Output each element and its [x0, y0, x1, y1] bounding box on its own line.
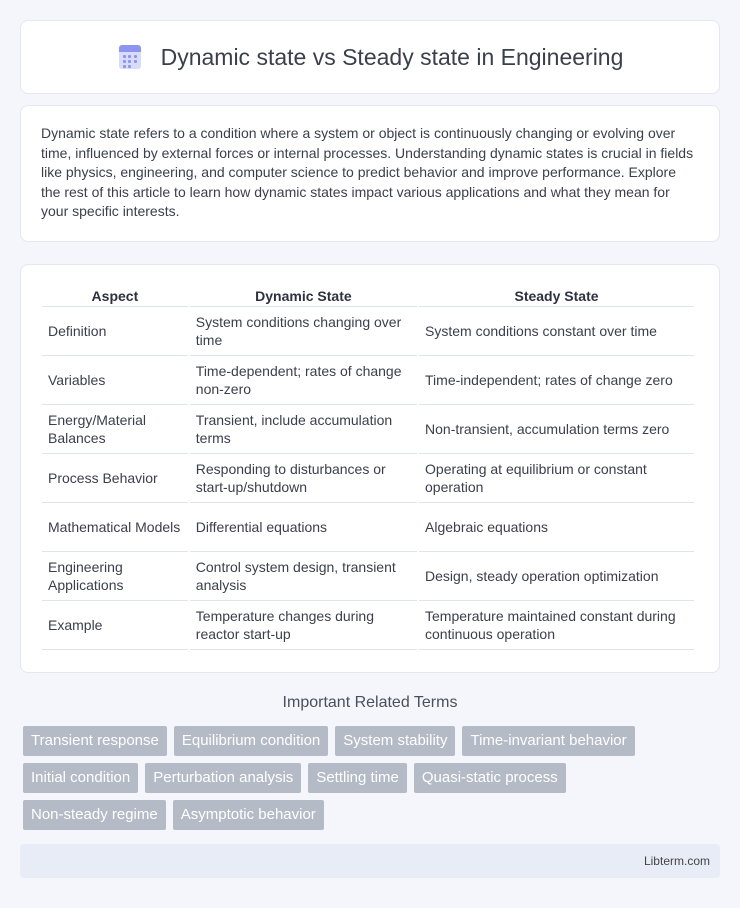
tag-non-steady-regime[interactable]: Non-steady regime: [23, 800, 166, 830]
table-cell: Design, steady operation optimization: [419, 552, 694, 601]
table-cell: Process Behavior: [42, 454, 188, 503]
comparison-table-card: [20, 264, 720, 673]
table-row: [42, 601, 694, 650]
footer: [20, 844, 720, 878]
comparison-table: [40, 285, 696, 650]
table-cell: Time-dependent; rates of change non-zero: [190, 356, 417, 405]
tag-asymptotic-behavior[interactable]: Asymptotic behavior: [173, 800, 324, 830]
page-title: Dynamic state vs Steady state in Engineering: [160, 43, 624, 70]
table-cell: Operating at equilibrium or constant operation: [419, 454, 694, 503]
tag-settling-time[interactable]: Settling time: [308, 763, 407, 793]
table-header-row: [42, 285, 694, 307]
tag-equilibrium-condition[interactable]: Equilibrium condition: [174, 726, 328, 756]
table-cell: Example: [42, 601, 188, 650]
related-terms-title: Important Related Terms: [282, 694, 458, 711]
table-cell: Temperature maintained constant during continuous operation: [419, 601, 694, 650]
table-cell: System conditions constant over time: [419, 307, 694, 356]
tag-system-stability[interactable]: System stability: [335, 726, 455, 756]
related-terms-section: [20, 694, 720, 830]
table-cell: System conditions changing over time: [190, 307, 417, 356]
tag-initial-condition[interactable]: Initial condition: [23, 763, 138, 793]
table-cell: Control system design, transient analysis: [190, 552, 417, 601]
table-cell: Time-independent; rates of change zero: [419, 356, 694, 405]
table-cell: Definition: [42, 307, 188, 356]
table-cell: Mathematical Models: [42, 503, 188, 552]
tag-transient-response[interactable]: Transient response: [23, 726, 167, 756]
table-row: [42, 356, 694, 405]
title-wrap: [117, 44, 624, 71]
table-cell: Variables: [42, 356, 188, 405]
table-row: [42, 552, 694, 601]
table-cell: Algebraic equations: [419, 503, 694, 552]
table-cell: Transient, include accumulation terms: [190, 405, 417, 454]
header-steady-state: Steady State: [419, 285, 694, 307]
table-cell: Non-transient, accumulation terms zero: [419, 405, 694, 454]
footer-site-link[interactable]: Libterm.com: [643, 854, 710, 868]
intro-card: [20, 105, 720, 242]
calendar-icon: [117, 44, 143, 70]
table-cell: Temperature changes during reactor start-up: [190, 601, 417, 650]
related-terms-tags: [20, 726, 710, 830]
tag-time-invariant-behavior[interactable]: Time-invariant behavior: [462, 726, 634, 756]
table-cell: Differential equations: [190, 503, 417, 552]
table-cell: Engineering Applications: [42, 552, 188, 601]
intro-text: Dynamic state refers to a condition where a system or object is continuously changing or evolving over time, influenced by external forces or internal processes. Understanding dynamic states is crucial in fields like physics, engineering, and computer science to predict behavior and improve performance. Explore the rest of this article to learn how dynamic states impact various applications and what they mean for your specific interests.: [41, 125, 694, 219]
table-row: [42, 307, 694, 356]
table-cell: Energy/Material Balances: [42, 405, 188, 454]
tag-quasi-static-process[interactable]: Quasi-static process: [414, 763, 566, 793]
table-cell: Responding to disturbances or start-up/shutdown: [190, 454, 417, 503]
header-dynamic-state: Dynamic State: [190, 285, 417, 307]
tag-perturbation-analysis[interactable]: Perturbation analysis: [145, 763, 301, 793]
table-row: [42, 405, 694, 454]
table-row: [42, 503, 694, 552]
header-aspect: Aspect: [42, 285, 188, 307]
table-row: [42, 454, 694, 503]
header-card: [20, 20, 720, 94]
